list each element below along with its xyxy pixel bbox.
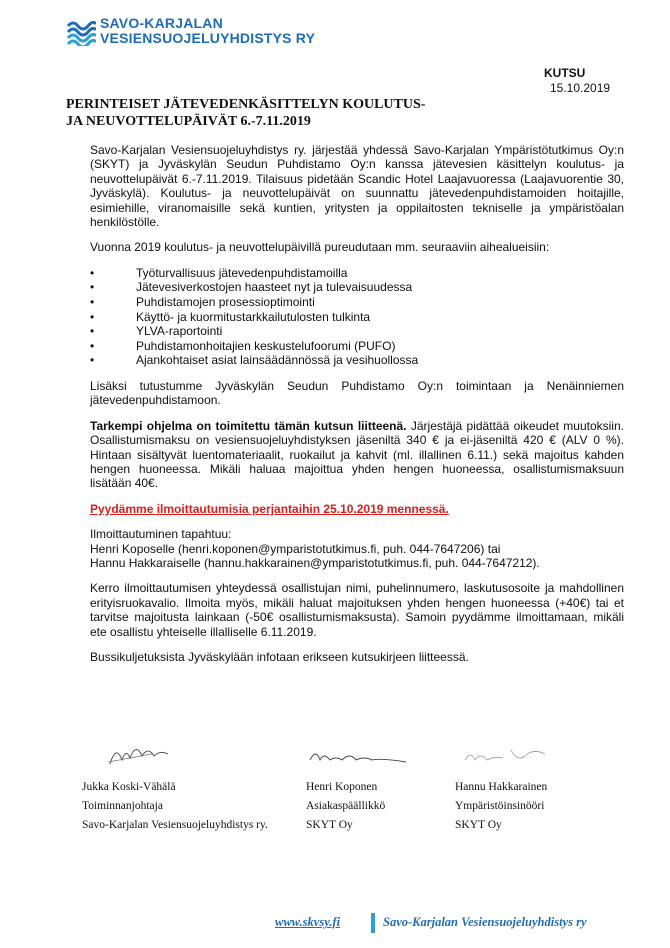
document-title [66,96,486,130]
handwritten-signature-1 [82,738,182,772]
signature-3 [455,738,555,835]
signature-1 [82,738,268,835]
program-paragraph [90,419,624,491]
topics-list [90,266,624,368]
signature-block [0,738,670,838]
waves-logo-icon [66,16,96,46]
bus-paragraph: Bussikuljetuksista Jyväskylään infotaan erikseen kutsukirjeen liitteessä. [90,650,469,665]
topic-item: • Jätevesiverkostojen haasteet nyt ja tulevaisuudessa [90,280,624,295]
topic-item: • YLVA-raportointi [90,324,624,339]
signer-org: Savo-Karjalan Vesiensuojeluyhdistys ry. [82,819,268,831]
signature-2 [306,738,406,835]
deadline-notice [90,502,624,516]
footer-org-name: Savo-Karjalan Vesiensuojeluyhdistys ry [383,915,587,929]
handwritten-signature-2 [306,738,406,772]
handwritten-signature-3 [455,738,555,772]
signer-org: SKYT Oy [455,819,502,831]
signer-role: Ympäristöinsinööri [455,800,545,812]
topic-item: • Ajankohtaiset asiat lainsäädännössä ja vesihuollossa [90,353,624,368]
website-link[interactable]: www.skvsy.fi [275,915,341,929]
signer-role: Asiakaspäällikkö [306,800,386,812]
signer-name: Jukka Koski-Vähälä [82,781,176,793]
title-line-1: PERINTEISET JÄTEVEDENKÄSITTELYN KOULUTUS- [66,97,426,112]
logo-wordmark [100,16,315,46]
signer-name: Henri Koponen [306,781,378,793]
contact-line-1: Henri Koposelle (henri.koponen@ymparistotutkimus.fi, puh. 044-7647206) tai [90,541,501,556]
footer-divider [371,913,375,933]
signer-role: Toiminnanjohtaja [82,800,163,812]
document-date: 15.10.2019 [550,81,611,95]
logo-line-1: SAVO-KARJALAN [100,15,223,31]
visit-paragraph: Lisäksi tutustumme Jyväskylän Seudun Puhdistamo Oy:n toimintaan ja Nenäinniemen jätevedenpuhdistamoon. [90,379,624,408]
registration-contacts [90,527,624,570]
letter-body [90,143,624,676]
intro-paragraph: Savo-Karjalan Vesiensuojeluyhdistys ry. järjestää yhdessä Savo-Karjalan Ympäristötutkimus Oy:n (SKYT) ja Jyväskylän Seudun Puhdistamo Oy:n kanssa jätevesien käsittelyn koulutus- ja neuvottelupäivät 6.-7.11.2019. Tilaisuus pidetään Scandic Hotel Laajavuoressa (Laajavuorentie 30, Jyväskylä). Koulutus- ja neuvottelupäivät on suunnattu jätevedenpuhdistamoiden hoitajille, esimiehille, viranomaisille sekä kuntien, yritysten ja oppilaitosten tekniselle ja ympäristöalan henkilöstölle. [90,143,624,230]
topic-item: • Työturvallisuus jätevedenpuhdistamoilla [90,266,624,281]
topic-item: • Käyttö- ja kuormitustarkkailutulosten tulkinta [90,310,624,325]
contact-line-2: Hannu Hakkaraiselle (hannu.hakkarainen@ymparistotutkimus.fi, puh. 044-7647212). [90,556,540,571]
instructions-paragraph: Kerro ilmoittautumisen yhteydessä osallistujan nimi, puhelinnumero, laskutusosoite ja mahdollinen erityisruokavalio. Ilmoita myös, mikäli haluat majoituksen yhden hengen huoneessa (+40€) tai et tarvitse majoitusta lainkaan (-50€ osallistumismaksusta). Samoin pyydämme ilmoittamaan, mikäli ete osallistu yhteiselle illalliselle 6.11.2019. [90,581,624,639]
logo-line-2: VESIENSUOJELUYHDISTYS RY [100,30,316,46]
program-bold-text: Tarkempi ohjelma on toimitettu tämän kutsun liitteenä. [90,418,407,433]
org-logo [66,14,316,48]
topic-item: • Puhdistamojen prosessioptimointi [90,295,624,310]
deadline-text: Pyydämme ilmoittautumisia perjantaihin 25.10.2019 mennessä. [90,501,449,516]
registration-heading: Ilmoittautuminen tapahtuu: [90,527,232,542]
signer-name: Hannu Hakkarainen [455,781,548,793]
signer-org: SKYT Oy [306,819,353,831]
topics-intro: Vuonna 2019 koulutus- ja neuvottelupäivillä pureudutaan mm. seuraaviin aihealueisiin: [90,240,550,255]
topic-item: • Puhdistamonhoitajien keskustelufoorumi (PUFO) [90,339,624,354]
program-rest-text: Järjestäjä pidättää oikeudet muutoksiin. Osallistumismaksu on vesiensuojeluyhdistyksen jäseniltä 340 € ja ei-jäseniltä 420 € (ALV 0 %). Hintaan sisältyvät luentomateriaalit, ruokailut ja kahvit (ml. illallinen 6.11.) sekä majoitus kahden hengen huoneessa. Mikäli haluaa majoittua yhden hengen huoneessa, osallistumismaksuun lisätään 40€. [90,418,624,491]
document-type: KUTSU [544,66,586,80]
title-line-2: JA NEUVOTTELUPÄIVÄT 6.-7.11.2019 [66,114,311,129]
page-footer [275,913,655,935]
